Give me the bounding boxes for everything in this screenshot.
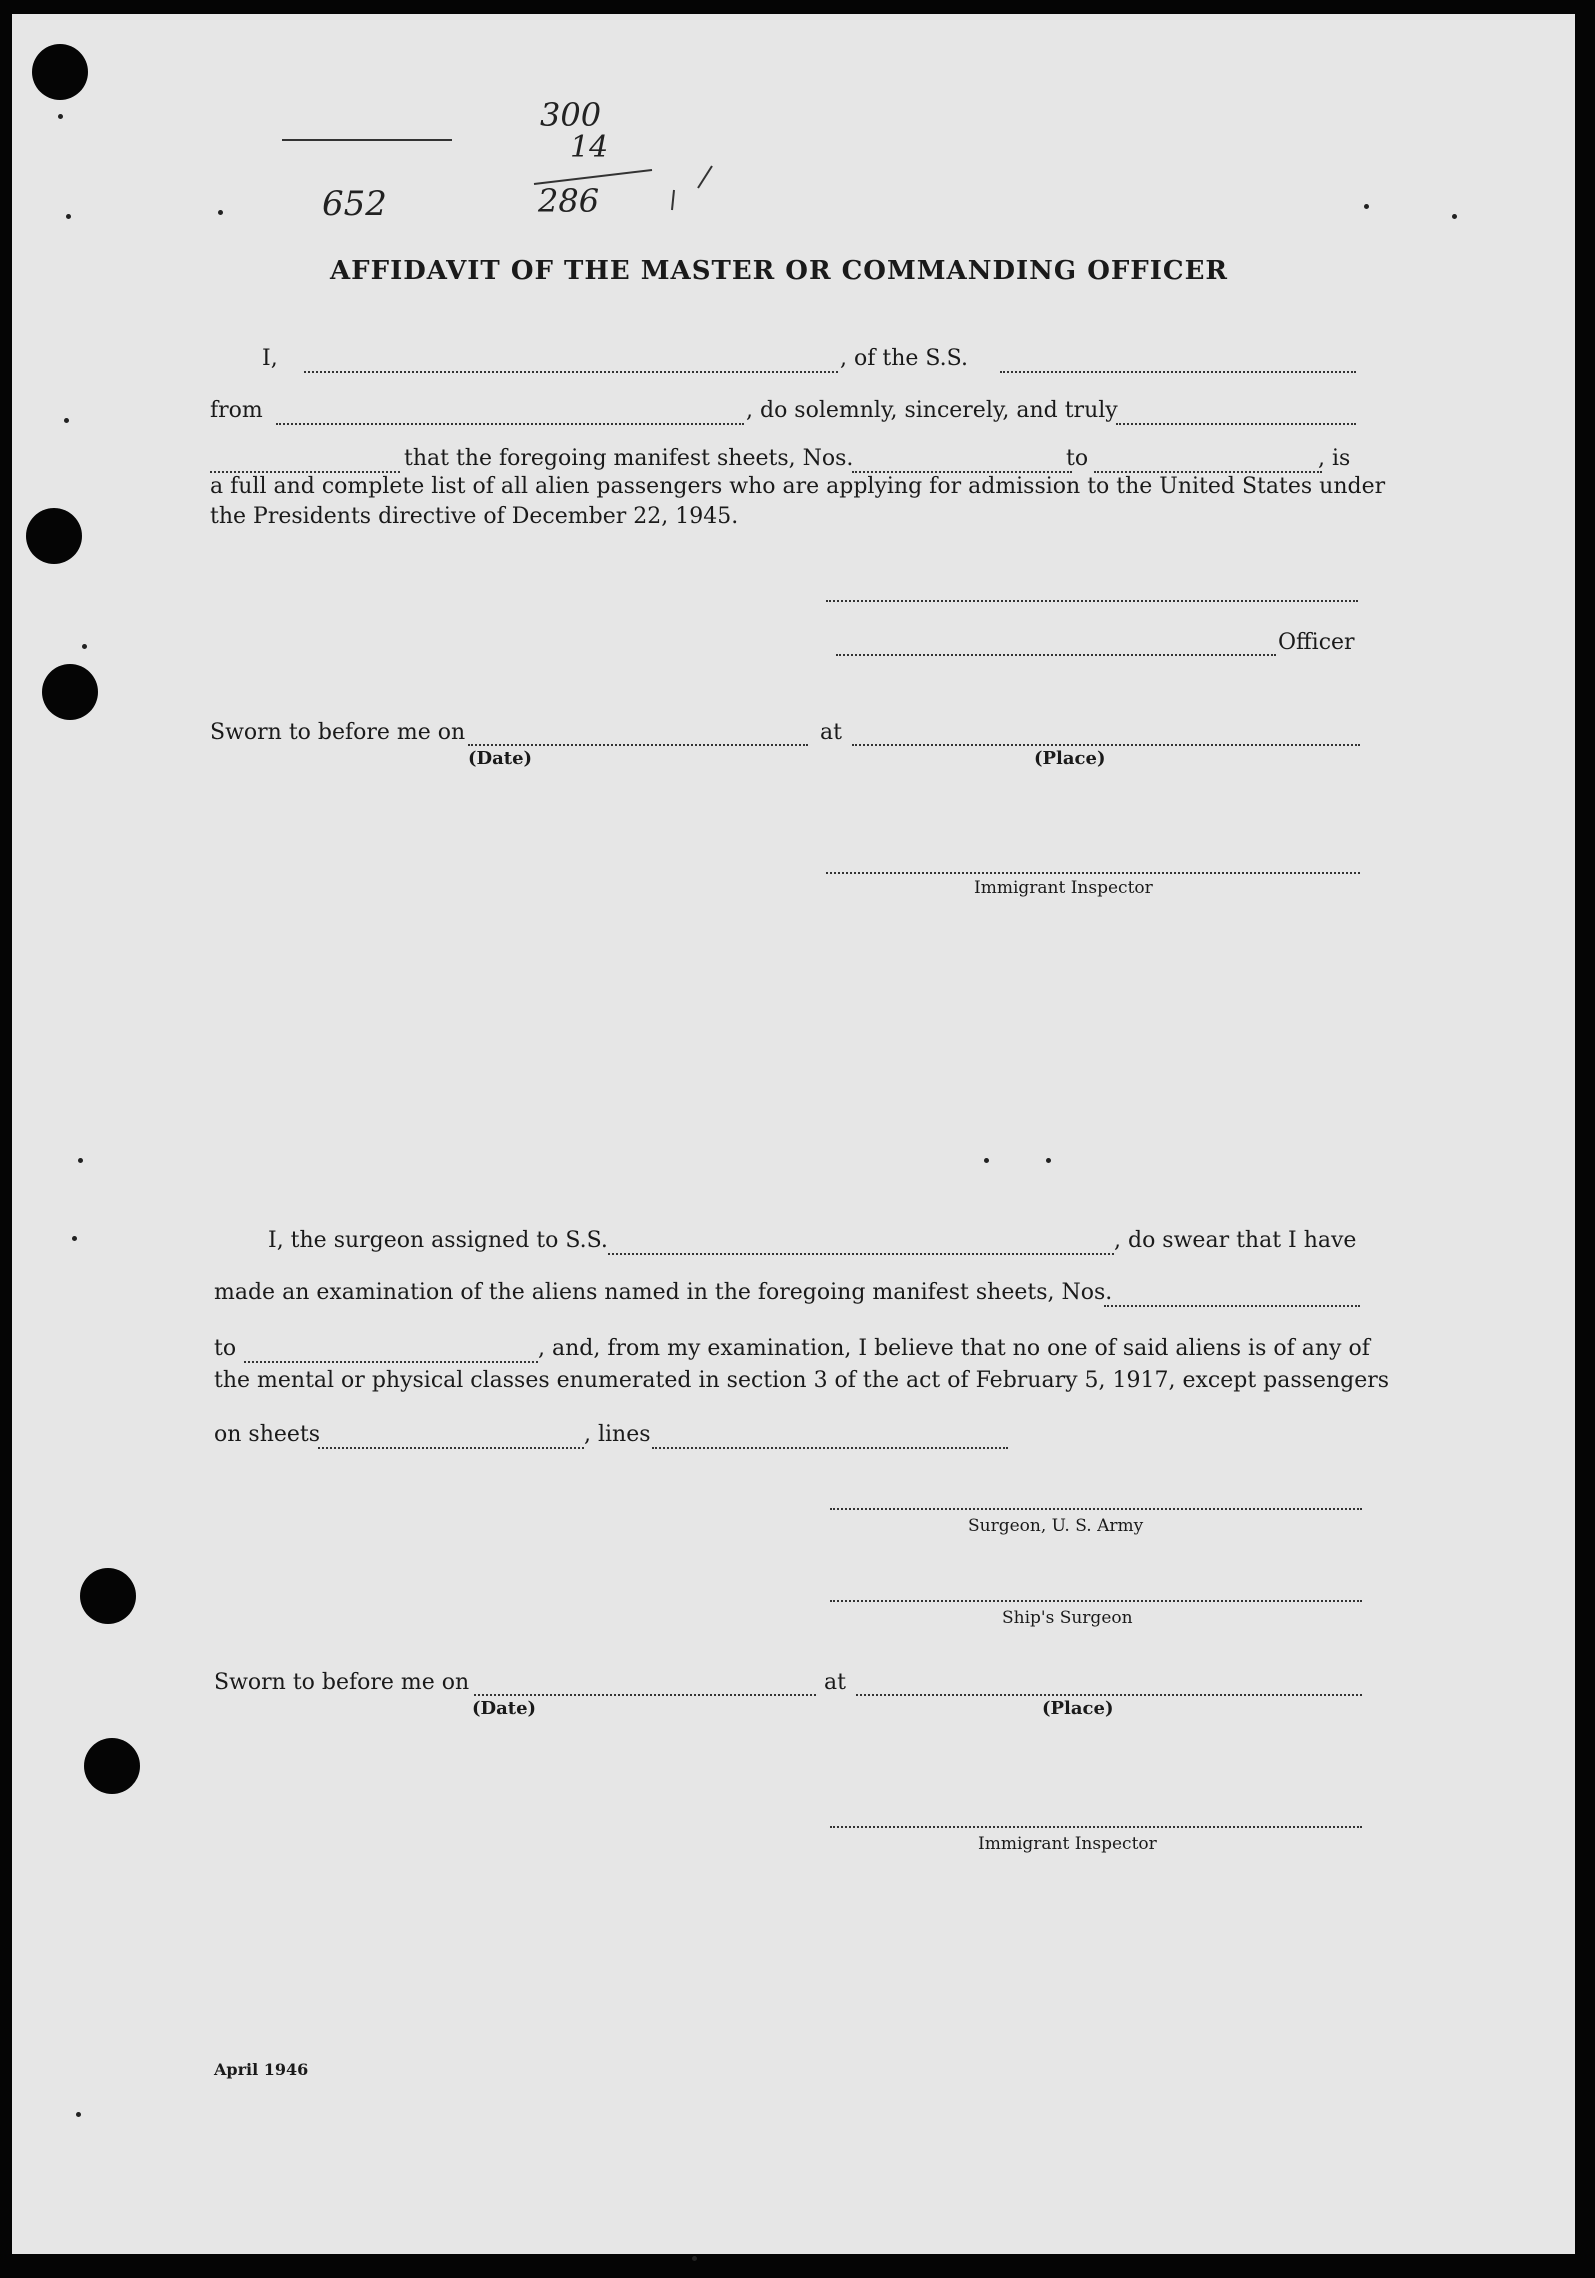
surgeon-lines: , lines [584, 1422, 651, 1447]
handwritten-number: 14 [570, 130, 609, 165]
master-is: , is [1318, 446, 1351, 471]
punch-hole [26, 508, 82, 564]
master-body-line: the Presidents directive of December 22, 1945. [210, 504, 739, 529]
master-nos-blank [852, 471, 1072, 473]
master-place-label: (Place) [1034, 748, 1106, 769]
surgeon-inspector-blank [830, 1826, 1362, 1828]
master-solemnly: , do solemnly, sincerely, and truly [746, 398, 1118, 423]
master-manifest-text: that the foregoing manifest sheets, Nos. [404, 446, 854, 471]
surgeon-nos-blank [1104, 1305, 1360, 1307]
affidavit-page [12, 14, 1575, 2254]
master-of-ss: , of the S.S. [840, 346, 968, 371]
master-sworn: Sworn to before me on [210, 720, 466, 745]
master-date-label: (Date) [468, 748, 533, 769]
surgeon-to: to [214, 1336, 237, 1361]
page-title: AFFIDAVIT OF THE MASTER OR COMMANDING OFFICER [330, 256, 1229, 286]
surgeon-place-blank [856, 1694, 1362, 1696]
officer-label: Officer [1278, 630, 1355, 655]
master-at: at [820, 720, 842, 745]
master-signature-blank [826, 600, 1358, 602]
surgeon-swear: , do swear that I have [1114, 1228, 1357, 1253]
handwritten-note: 652 [322, 184, 387, 224]
surgeon-on-sheets: on sheets [214, 1422, 321, 1447]
master-from-blank [276, 423, 744, 425]
surgeon-exam-text: made an examination of the aliens named in the foregoing manifest sheets, Nos. [214, 1280, 1113, 1305]
army-surgeon-blank [830, 1508, 1362, 1510]
surgeon-date-label: (Date) [472, 1698, 537, 1719]
surgeon-to-blank [244, 1361, 538, 1363]
army-surgeon-label: Surgeon, U. S. Army [968, 1516, 1144, 1536]
surgeon-ship-blank [608, 1253, 1114, 1255]
surgeon-sworn: Sworn to before me on [214, 1670, 470, 1695]
ship-surgeon-label: Ship's Surgeon [1002, 1608, 1133, 1628]
master-date-blank [468, 744, 808, 746]
punch-hole [80, 1568, 136, 1624]
officer-signature-blank [836, 654, 1276, 656]
punch-hole [42, 664, 98, 720]
master-name-blank [304, 371, 838, 373]
master-truly-blank [1116, 423, 1356, 425]
master-inspector-blank [826, 872, 1360, 874]
master-swear-blank [210, 471, 400, 473]
handwritten-number: 300 [540, 96, 602, 134]
master-i: I, [262, 346, 278, 371]
surgeon-i: I, the surgeon assigned to S.S. [268, 1228, 608, 1253]
surgeon-place-label: (Place) [1042, 1698, 1114, 1719]
ship-surgeon-blank [830, 1600, 1362, 1602]
surgeon-belief: , and, from my examination, I believe that no one of said aliens is of any of [538, 1336, 1370, 1361]
surgeon-lines-blank [652, 1447, 1008, 1449]
master-place-blank [852, 744, 1360, 746]
master-inspector-label: Immigrant Inspector [974, 878, 1153, 898]
surgeon-body-line: the mental or physical classes enumerated in section 3 of the act of February 5, 1917, except passengers [214, 1368, 1390, 1393]
punch-hole [84, 1738, 140, 1794]
form-date: April 1946 [214, 2060, 309, 2079]
handwritten-number: 286 [538, 182, 600, 220]
master-body-line: a full and complete list of all alien passengers who are applying for admission to the United States under [210, 474, 1386, 499]
surgeon-at: at [824, 1670, 846, 1695]
master-to: to [1066, 446, 1089, 471]
surgeon-inspector-label: Immigrant Inspector [978, 1834, 1157, 1854]
master-to-blank [1094, 471, 1322, 473]
handwritten-marks [12, 14, 1575, 274]
master-ship-blank [1000, 371, 1356, 373]
surgeon-date-blank [474, 1694, 816, 1696]
surgeon-sheets-blank [318, 1447, 584, 1449]
master-from: from [210, 398, 263, 423]
